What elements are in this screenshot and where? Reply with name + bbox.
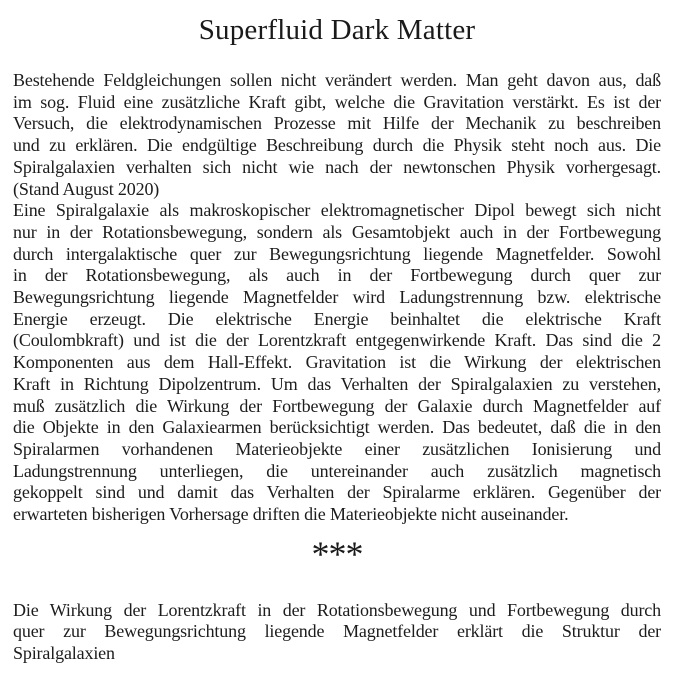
text-line: und zu erklären. Die endgültige Beschreibung durch die Physik steht noch aus. Die — [13, 135, 661, 156]
text-line: im sog. Fluid eine zusätzliche Kraft gibt, welche die Gravitation verstärkt. Es ist der — [13, 91, 661, 112]
text-line: Komponenten aus dem Hall-Effekt. Gravitation ist die Wirkung der elektrischen — [13, 352, 661, 373]
text-line: Die Wirkung der Lorentzkraft in der Rotationsbewegung und Fortbewegung durch — [13, 599, 661, 620]
text-line: Versuch, die elektrodynamischen Prozesse mit Hilfe der Mechanik zu beschreiben — [13, 113, 661, 134]
text-line: die Objekte in den Galaxiearmen berücksichtigt werden. Das bedeutet, daß die in den — [13, 417, 661, 438]
text-line: erwarteten bisherigen Vorhersage driften die Materieobjekte nicht auseinander. — [13, 504, 569, 525]
text-line: Eine Spiralgalaxie als makroskopischer elektromagnetischer Dipol bewegt sich nicht — [13, 200, 661, 221]
paragraph-intro — [13, 70, 661, 200]
paragraph-conclusion — [13, 600, 661, 665]
text-line: quer zur Bewegungsrichtung liegende Magnetfelder erklärt die Struktur der — [13, 621, 661, 642]
text-line: Energie erzeugt. Die elektrische Energie beinhaltet die elektrische Kraft — [13, 308, 661, 329]
text-line: (Coulombkraft) und ist die der Lorentzkraft entgegenwirkende Kraft. Das sind die 2 — [13, 330, 661, 351]
section-separator: *** — [311, 533, 363, 574]
text-line: nur in der Rotationsbewegung, sondern als Gesamtobjekt auch in der Fortbewegung — [13, 221, 661, 242]
text-line: muß zusätzlich die Wirkung der Fortbewegung der Galaxie durch Magnetfelder auf — [13, 395, 661, 416]
paragraph-main — [13, 200, 661, 526]
text-line: (Stand August 2020) — [13, 178, 160, 199]
text-line: Spiralarmen vorhandenen Materieobjekte einer zusätzlichen Ionisierung und — [13, 438, 661, 459]
text-line: in der Rotationsbewegung, als auch in der Fortbewegung durch quer zur — [13, 265, 661, 286]
text-line: Bewegungsrichtung liegende Magnetfelder wird Ladungstrennung bzw. elektrische — [13, 287, 661, 308]
text-line: Kraft in Richtung Dipolzentrum. Um das Verhalten der Spiralgalaxien zu verstehen, — [13, 373, 661, 394]
page-title: Superfluid Dark Matter — [198, 14, 476, 46]
text-line: durch intergalaktische quer zur Bewegungsrichtung liegende Magnetfelder. Sowohl — [13, 243, 661, 264]
document-page — [0, 12, 674, 665]
text-line: Spiralgalaxien verhalten sich nicht wie nach der newtonschen Physik vorhergesagt. — [13, 156, 661, 177]
text-line: Bestehende Feldgleichungen sollen nicht verändert werden. Man geht davon aus, daß — [13, 70, 661, 90]
text-line: Spiralgalaxien — [13, 643, 115, 664]
text-line: gekoppelt sind und damit das Verhalten der Spiralarme erklären. Gegenüber der — [13, 482, 661, 503]
text-line: Ladungstrennung unterliegen, die untereinander auch zusätzlich magnetisch — [13, 460, 661, 481]
